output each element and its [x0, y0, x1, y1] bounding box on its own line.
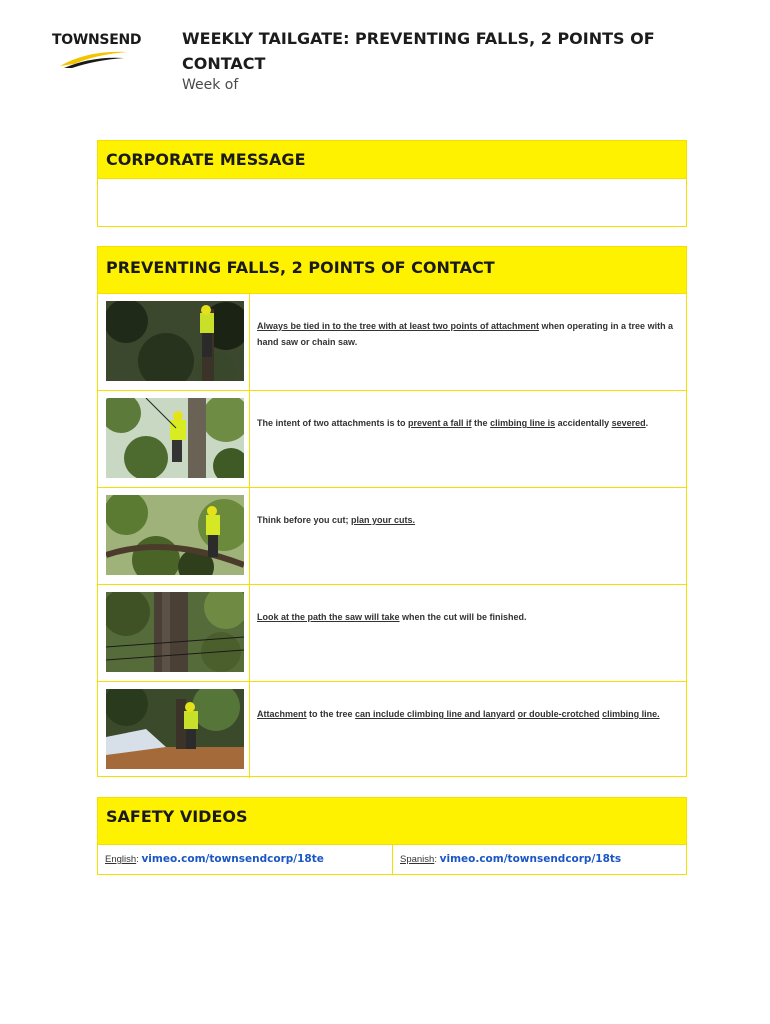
- row-text: [250, 585, 686, 681]
- underlined-text: climbing line.: [602, 709, 660, 719]
- climber-cutting-photo: [106, 495, 244, 575]
- spanish-label: Spanish: [400, 854, 435, 865]
- photo-cell: [98, 294, 250, 390]
- corporate-message-section: [97, 140, 687, 227]
- tree-trunk-saw-path-photo: [106, 592, 244, 672]
- row-text: [250, 294, 686, 390]
- english-video-link[interactable]: vimeo.com/townsendcorp/18te: [141, 853, 324, 865]
- english-label: English: [105, 854, 137, 865]
- english-video-cell: [98, 845, 392, 875]
- row-text-part: accidentally: [555, 418, 612, 428]
- table-row: [98, 487, 686, 584]
- underlined-text: can include climbing line and lanyard: [355, 709, 516, 719]
- row-text-part: when the cut will be finished.: [399, 612, 527, 622]
- climber-attachment-photo: [106, 689, 244, 769]
- safety-videos-section: [97, 797, 687, 875]
- underlined-text: Attachment: [257, 709, 307, 719]
- underlined-text: Look at the path the saw will take: [257, 612, 400, 622]
- climber-tied-in-photo: [106, 398, 244, 478]
- preventing-falls-section: [97, 246, 687, 777]
- table-row: [98, 681, 686, 778]
- underlined-text: climbing line is: [490, 418, 556, 428]
- videos-row: [98, 844, 686, 875]
- label-separator: :: [136, 854, 139, 865]
- underlined-text: Always be tied in to the tree with at least two points of attachment: [257, 321, 540, 331]
- preventing-falls-heading: PREVENTING FALLS, 2 POINTS OF CONTACT: [98, 247, 686, 293]
- corporate-message-heading: CORPORATE MESSAGE: [98, 141, 686, 178]
- photo-cell: [98, 488, 250, 584]
- label-separator: :: [434, 854, 437, 865]
- row-text-part: Think before you cut;: [257, 515, 352, 525]
- table-row: [98, 390, 686, 487]
- photo-cell: [98, 682, 250, 778]
- spanish-video-link[interactable]: vimeo.com/townsendcorp/18ts: [439, 853, 622, 865]
- row-text: [250, 682, 686, 778]
- row-text-part: .: [645, 418, 649, 428]
- week-of-label: Week of: [182, 77, 239, 93]
- townsend-logo: [52, 32, 142, 72]
- table-row: [98, 584, 686, 681]
- row-text: [250, 391, 686, 487]
- row-text-part: The intent of two attachments is to: [257, 418, 409, 428]
- logo-swoosh-icon: [58, 48, 130, 70]
- photo-cell: [98, 585, 250, 681]
- spanish-video-cell: [392, 845, 686, 875]
- photo-cell: [98, 391, 250, 487]
- row-text-part: to the tree: [306, 709, 356, 719]
- underlined-text: prevent a fall if: [408, 418, 472, 428]
- table-row: [98, 293, 686, 390]
- safety-videos-heading: SAFETY VIDEOS: [98, 798, 686, 844]
- page-title: WEEKLY TAILGATE: PREVENTING FALLS, 2 POINTS OF CONTACT: [182, 29, 655, 73]
- logo-text: TOWNSEND: [52, 32, 142, 48]
- row-text-part: when operating in a tree with a hand saw or chain saw.: [257, 321, 674, 347]
- underlined-text: plan your cuts.: [351, 515, 416, 525]
- row-text: [250, 488, 686, 584]
- row-text-part: the: [471, 418, 491, 428]
- underlined-text: or double-crotched: [517, 709, 600, 719]
- underlined-text: severed: [611, 418, 646, 428]
- arborist-in-tree-photo: [106, 301, 244, 381]
- corporate-message-body: [98, 178, 686, 227]
